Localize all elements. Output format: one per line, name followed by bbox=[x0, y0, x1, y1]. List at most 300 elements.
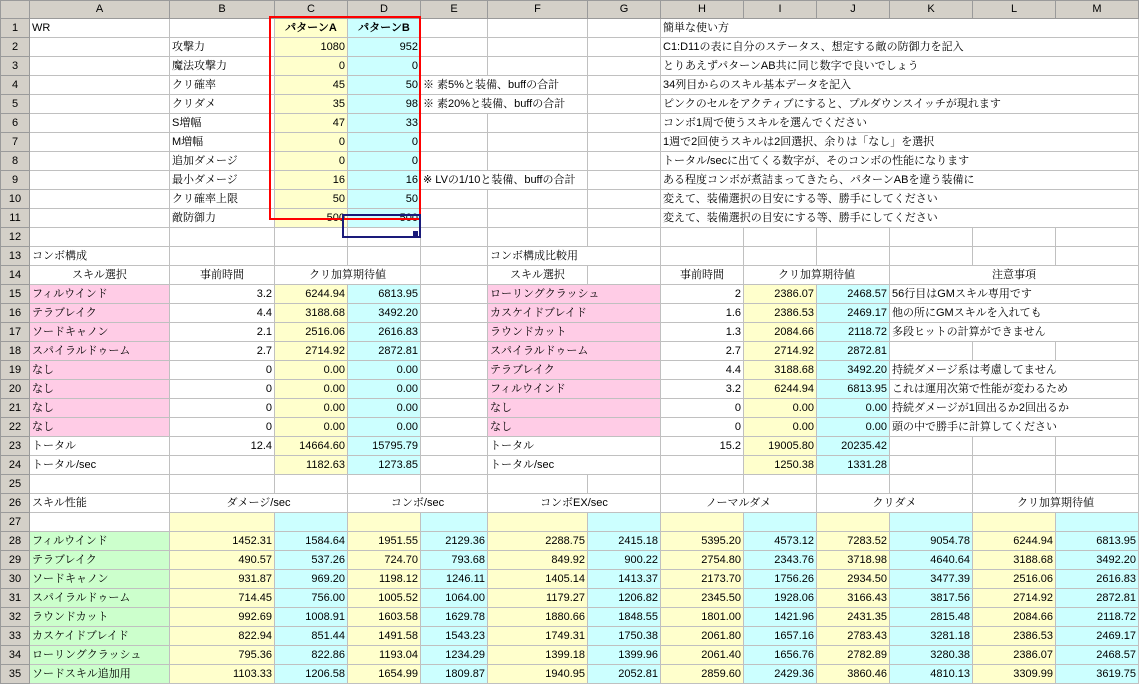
cell[interactable] bbox=[421, 114, 488, 133]
cell[interactable] bbox=[348, 228, 421, 247]
combo-left-pretime[interactable]: 3.2 bbox=[170, 285, 275, 304]
row-header-4[interactable]: 4 bbox=[1, 76, 30, 95]
stat-note[interactable]: ※ LVの1/10と装備、buffの合計 bbox=[421, 171, 588, 190]
perf-value[interactable]: 2345.50 bbox=[661, 589, 744, 608]
combo-right-persec-label[interactable]: トータル/sec bbox=[488, 456, 661, 475]
perf-value[interactable]: 1005.52 bbox=[348, 589, 421, 608]
row-header-17[interactable]: 17 bbox=[1, 323, 30, 342]
cell[interactable] bbox=[890, 456, 973, 475]
perf-value[interactable]: 1452.31 bbox=[170, 532, 275, 551]
combo-left-pretime[interactable]: 0 bbox=[170, 380, 275, 399]
cell[interactable] bbox=[588, 171, 661, 190]
row-header-28[interactable]: 28 bbox=[1, 532, 30, 551]
stat-b-value[interactable]: 50 bbox=[348, 190, 421, 209]
row-header-10[interactable]: 10 bbox=[1, 190, 30, 209]
row-header-2[interactable]: 2 bbox=[1, 38, 30, 57]
stat-a-value[interactable]: 45 bbox=[275, 76, 348, 95]
perf-value[interactable]: 2343.76 bbox=[744, 551, 817, 570]
perf-value[interactable]: 2061.40 bbox=[661, 646, 744, 665]
perf-value[interactable]: 2052.81 bbox=[588, 665, 661, 684]
combo-right-pretime[interactable]: 3.2 bbox=[661, 380, 744, 399]
cell[interactable] bbox=[1056, 342, 1139, 361]
cell[interactable] bbox=[890, 342, 973, 361]
cell[interactable] bbox=[1056, 228, 1139, 247]
perf-value[interactable]: 1543.23 bbox=[421, 627, 488, 646]
column-header-j[interactable]: J bbox=[817, 1, 890, 19]
cell[interactable] bbox=[488, 133, 588, 152]
perf-value[interactable]: 4573.12 bbox=[744, 532, 817, 551]
perf-value[interactable]: 2129.36 bbox=[421, 532, 488, 551]
perf-header[interactable]: ノーマルダメ bbox=[661, 494, 817, 513]
row-header-8[interactable]: 8 bbox=[1, 152, 30, 171]
combo-left-skill[interactable]: なし bbox=[30, 361, 170, 380]
help-line[interactable]: 変えて、装備選択の目安にする等、勝手にしてください bbox=[661, 209, 1139, 228]
combo-right-pretime[interactable]: 1.6 bbox=[661, 304, 744, 323]
help-line[interactable]: コンボ1周で使うスキルを選んでください bbox=[661, 114, 1139, 133]
perf-value[interactable]: 2469.17 bbox=[1056, 627, 1139, 646]
perf-value[interactable]: 1491.58 bbox=[348, 627, 421, 646]
cell[interactable] bbox=[421, 247, 488, 266]
perf-value[interactable]: 849.92 bbox=[488, 551, 588, 570]
combo-right-pretime[interactable]: 1.3 bbox=[661, 323, 744, 342]
cell[interactable] bbox=[421, 475, 488, 494]
cell[interactable] bbox=[588, 57, 661, 76]
combo-left-crit-b[interactable]: 0.00 bbox=[348, 418, 421, 437]
perf-value[interactable]: 2872.81 bbox=[1056, 589, 1139, 608]
perf-value[interactable]: 1193.04 bbox=[348, 646, 421, 665]
help-line[interactable]: トータル/secに出てくる数字が、そのコンボの性能になります bbox=[661, 152, 1139, 171]
stat-label[interactable]: S増幅 bbox=[170, 114, 275, 133]
cell[interactable] bbox=[275, 228, 348, 247]
cell[interactable] bbox=[661, 475, 744, 494]
help-line[interactable]: ある程度コンボが煮詰まってきたら、パターンABを違う装備に bbox=[661, 171, 1139, 190]
combo-left-crit-header[interactable]: クリ加算期待値 bbox=[275, 266, 421, 285]
perf-value[interactable]: 2084.66 bbox=[973, 608, 1056, 627]
perf-value[interactable]: 2173.70 bbox=[661, 570, 744, 589]
row-header-16[interactable]: 16 bbox=[1, 304, 30, 323]
row-header-9[interactable]: 9 bbox=[1, 171, 30, 190]
combo-left-pretime[interactable]: 4.4 bbox=[170, 304, 275, 323]
perf-value[interactable]: 931.87 bbox=[170, 570, 275, 589]
perf-value[interactable]: 795.36 bbox=[170, 646, 275, 665]
cell[interactable] bbox=[30, 209, 170, 228]
combo-left-persec-b[interactable]: 1273.85 bbox=[348, 456, 421, 475]
cell[interactable] bbox=[661, 228, 744, 247]
perf-skill-name[interactable]: ソードキャノン bbox=[30, 570, 170, 589]
perf-value[interactable]: 2815.48 bbox=[890, 608, 973, 627]
help-line[interactable]: 34列目からのスキル基本データを記入 bbox=[661, 76, 1139, 95]
cell[interactable] bbox=[421, 38, 488, 57]
cell[interactable] bbox=[488, 38, 588, 57]
perf-value[interactable]: 2859.60 bbox=[661, 665, 744, 684]
row-header-1[interactable]: 1 bbox=[1, 19, 30, 38]
column-header-k[interactable]: K bbox=[890, 1, 973, 19]
perf-value[interactable]: 1405.14 bbox=[488, 570, 588, 589]
combo-left-pretime-header[interactable]: 事前時間 bbox=[170, 266, 275, 285]
cell[interactable] bbox=[421, 380, 488, 399]
cell[interactable] bbox=[275, 247, 348, 266]
cell[interactable] bbox=[421, 228, 488, 247]
cell[interactable] bbox=[488, 152, 588, 171]
perf-value[interactable]: 724.70 bbox=[348, 551, 421, 570]
stat-a-value[interactable]: 1080 bbox=[275, 38, 348, 57]
perf-value[interactable]: 793.68 bbox=[421, 551, 488, 570]
combo-left-total-b[interactable]: 15795.79 bbox=[348, 437, 421, 456]
row-header-6[interactable]: 6 bbox=[1, 114, 30, 133]
row-header-32[interactable]: 32 bbox=[1, 608, 30, 627]
cell[interactable] bbox=[817, 475, 890, 494]
stat-label[interactable]: 魔法攻撃力 bbox=[170, 57, 275, 76]
combo-left-crit-a[interactable]: 0.00 bbox=[275, 399, 348, 418]
combo-left-crit-b[interactable]: 0.00 bbox=[348, 380, 421, 399]
cell[interactable] bbox=[348, 247, 421, 266]
perf-blank-cell[interactable] bbox=[421, 513, 488, 532]
perf-value[interactable]: 3309.99 bbox=[973, 665, 1056, 684]
combo-left-crit-b[interactable]: 2872.81 bbox=[348, 342, 421, 361]
perf-value[interactable]: 3619.75 bbox=[1056, 665, 1139, 684]
perf-value[interactable]: 1008.91 bbox=[275, 608, 348, 627]
combo-right-crit-b[interactable]: 2872.81 bbox=[817, 342, 890, 361]
perf-skill-name[interactable]: フィルウインド bbox=[30, 532, 170, 551]
cell[interactable] bbox=[170, 247, 275, 266]
cell[interactable] bbox=[348, 475, 421, 494]
row-header-11[interactable]: 11 bbox=[1, 209, 30, 228]
perf-value[interactable]: 1584.64 bbox=[275, 532, 348, 551]
stat-a-value[interactable]: 500 bbox=[275, 209, 348, 228]
combo-right-pretime[interactable]: 0 bbox=[661, 399, 744, 418]
combo-right-persec-a[interactable]: 1250.38 bbox=[744, 456, 817, 475]
perf-value[interactable]: 1848.55 bbox=[588, 608, 661, 627]
cell[interactable] bbox=[817, 228, 890, 247]
perf-blank-cell[interactable] bbox=[275, 513, 348, 532]
cell[interactable] bbox=[275, 475, 348, 494]
combo-right-crit-a[interactable]: 2386.07 bbox=[744, 285, 817, 304]
cell[interactable] bbox=[421, 190, 488, 209]
perf-value[interactable]: 2754.80 bbox=[661, 551, 744, 570]
perf-value[interactable]: 1198.12 bbox=[348, 570, 421, 589]
column-header-a[interactable]: A bbox=[30, 1, 170, 19]
combo-left-crit-a[interactable]: 2714.92 bbox=[275, 342, 348, 361]
caution-line[interactable]: 他の所にGMスキルを入れても bbox=[890, 304, 1139, 323]
perf-header[interactable]: クリ加算期待値 bbox=[973, 494, 1139, 513]
help-line[interactable]: 変えて、装備選択の目安にする等、勝手にしてください bbox=[661, 190, 1139, 209]
cell[interactable] bbox=[588, 266, 661, 285]
perf-value[interactable]: 1629.78 bbox=[421, 608, 488, 627]
cell[interactable] bbox=[421, 209, 488, 228]
combo-left-pretime[interactable]: 0 bbox=[170, 418, 275, 437]
perf-blank-cell[interactable] bbox=[588, 513, 661, 532]
combo-left-crit-a[interactable]: 6244.94 bbox=[275, 285, 348, 304]
stat-b-value[interactable]: 0 bbox=[348, 57, 421, 76]
perf-value[interactable]: 1064.00 bbox=[421, 589, 488, 608]
stat-label[interactable]: 追加ダメージ bbox=[170, 152, 275, 171]
perf-value[interactable]: 822.86 bbox=[275, 646, 348, 665]
cell[interactable] bbox=[30, 133, 170, 152]
cell[interactable] bbox=[30, 114, 170, 133]
cell[interactable] bbox=[170, 456, 275, 475]
cell[interactable] bbox=[744, 247, 817, 266]
combo-left-pretime[interactable]: 2.1 bbox=[170, 323, 275, 342]
combo-left-persec-a[interactable]: 1182.63 bbox=[275, 456, 348, 475]
combo-left-pretime[interactable]: 0 bbox=[170, 361, 275, 380]
combo-right-pretime[interactable]: 2.7 bbox=[661, 342, 744, 361]
perf-value[interactable]: 2288.75 bbox=[488, 532, 588, 551]
combo-right-title[interactable]: コンボ構成比較用 bbox=[488, 247, 661, 266]
cell[interactable] bbox=[488, 114, 588, 133]
stat-label[interactable]: 敵防御力 bbox=[170, 209, 275, 228]
perf-blank-cell[interactable] bbox=[1056, 513, 1139, 532]
cell[interactable] bbox=[421, 133, 488, 152]
perf-skill-name[interactable]: テラブレイク bbox=[30, 551, 170, 570]
combo-left-skill[interactable]: フィルウインド bbox=[30, 285, 170, 304]
cell[interactable] bbox=[421, 456, 488, 475]
cell[interactable] bbox=[890, 475, 973, 494]
stat-a-value[interactable]: 0 bbox=[275, 133, 348, 152]
cell[interactable] bbox=[661, 247, 744, 266]
combo-right-skill[interactable]: なし bbox=[488, 418, 661, 437]
combo-left-crit-a[interactable]: 0.00 bbox=[275, 418, 348, 437]
perf-value[interactable]: 6244.94 bbox=[973, 532, 1056, 551]
combo-right-crit-header[interactable]: クリ加算期待値 bbox=[744, 266, 890, 285]
combo-right-skill[interactable]: テラブレイク bbox=[488, 361, 661, 380]
perf-value[interactable]: 1179.27 bbox=[488, 589, 588, 608]
perf-value[interactable]: 3718.98 bbox=[817, 551, 890, 570]
cell[interactable] bbox=[890, 437, 973, 456]
combo-left-skill[interactable]: ソードキャノン bbox=[30, 323, 170, 342]
cell[interactable] bbox=[890, 228, 973, 247]
row-header-7[interactable]: 7 bbox=[1, 133, 30, 152]
perf-skill-name[interactable]: カスケイドブレイド bbox=[30, 627, 170, 646]
perf-header[interactable]: クリダメ bbox=[817, 494, 973, 513]
stat-a-value[interactable]: 35 bbox=[275, 95, 348, 114]
stat-b-value[interactable]: 500 bbox=[348, 209, 421, 228]
cell[interactable] bbox=[588, 228, 661, 247]
cell[interactable] bbox=[744, 228, 817, 247]
cell[interactable] bbox=[421, 361, 488, 380]
stat-b-value[interactable]: 98 bbox=[348, 95, 421, 114]
pattern-b-header[interactable]: パターンB bbox=[348, 19, 421, 38]
row-header-5[interactable]: 5 bbox=[1, 95, 30, 114]
row-header-20[interactable]: 20 bbox=[1, 380, 30, 399]
cell[interactable] bbox=[973, 228, 1056, 247]
stat-a-value[interactable]: 16 bbox=[275, 171, 348, 190]
stat-label[interactable]: クリ確率上限 bbox=[170, 190, 275, 209]
combo-left-crit-a[interactable]: 2516.06 bbox=[275, 323, 348, 342]
stat-label[interactable]: 攻撃力 bbox=[170, 38, 275, 57]
stat-label[interactable]: クリ確率 bbox=[170, 76, 275, 95]
cell[interactable] bbox=[30, 95, 170, 114]
perf-value[interactable]: 1654.99 bbox=[348, 665, 421, 684]
cell[interactable] bbox=[1056, 247, 1139, 266]
perf-value[interactable]: 900.22 bbox=[588, 551, 661, 570]
cell[interactable] bbox=[421, 266, 488, 285]
cell[interactable] bbox=[30, 76, 170, 95]
perf-value[interactable]: 3817.56 bbox=[890, 589, 973, 608]
perf-value[interactable]: 490.57 bbox=[170, 551, 275, 570]
column-header-i[interactable]: I bbox=[744, 1, 817, 19]
row-header-24[interactable]: 24 bbox=[1, 456, 30, 475]
perf-value[interactable]: 756.00 bbox=[275, 589, 348, 608]
combo-right-crit-b[interactable]: 0.00 bbox=[817, 418, 890, 437]
combo-left-crit-b[interactable]: 2616.83 bbox=[348, 323, 421, 342]
combo-right-crit-a[interactable]: 2714.92 bbox=[744, 342, 817, 361]
perf-value[interactable]: 6813.95 bbox=[1056, 532, 1139, 551]
perf-header[interactable]: コンボ/sec bbox=[348, 494, 488, 513]
perf-value[interactable]: 969.20 bbox=[275, 570, 348, 589]
cell[interactable] bbox=[488, 209, 588, 228]
stat-note[interactable]: ※ 素5%と装備、buffの合計 bbox=[421, 76, 588, 95]
row-header-31[interactable]: 31 bbox=[1, 589, 30, 608]
stat-b-value[interactable]: 33 bbox=[348, 114, 421, 133]
perf-value[interactable]: 537.26 bbox=[275, 551, 348, 570]
cell[interactable] bbox=[421, 304, 488, 323]
combo-left-crit-a[interactable]: 3188.68 bbox=[275, 304, 348, 323]
perf-value[interactable]: 2386.07 bbox=[973, 646, 1056, 665]
cell[interactable] bbox=[421, 323, 488, 342]
cell[interactable] bbox=[488, 475, 588, 494]
combo-right-skill[interactable]: フィルウインド bbox=[488, 380, 661, 399]
perf-value[interactable]: 3492.20 bbox=[1056, 551, 1139, 570]
cell[interactable] bbox=[170, 228, 275, 247]
perf-value[interactable]: 1234.29 bbox=[421, 646, 488, 665]
combo-right-pretime[interactable]: 4.4 bbox=[661, 361, 744, 380]
combo-right-skill[interactable]: なし bbox=[488, 399, 661, 418]
combo-left-title[interactable]: コンボ構成 bbox=[30, 247, 170, 266]
perf-value[interactable]: 2431.35 bbox=[817, 608, 890, 627]
perf-value[interactable]: 2386.53 bbox=[973, 627, 1056, 646]
combo-right-total-b[interactable]: 20235.42 bbox=[817, 437, 890, 456]
stat-a-value[interactable]: 47 bbox=[275, 114, 348, 133]
title-cell[interactable]: WR bbox=[30, 19, 170, 38]
perf-value[interactable]: 3477.39 bbox=[890, 570, 973, 589]
combo-right-total-label[interactable]: トータル bbox=[488, 437, 661, 456]
perf-blank-cell[interactable] bbox=[890, 513, 973, 532]
perf-value[interactable]: 2616.83 bbox=[1056, 570, 1139, 589]
cell[interactable] bbox=[421, 152, 488, 171]
row-header-27[interactable]: 27 bbox=[1, 513, 30, 532]
perf-value[interactable]: 5395.20 bbox=[661, 532, 744, 551]
perf-value[interactable]: 1940.95 bbox=[488, 665, 588, 684]
row-header-23[interactable]: 23 bbox=[1, 437, 30, 456]
cell[interactable] bbox=[30, 171, 170, 190]
combo-right-skill[interactable]: スパイラルドゥーム bbox=[488, 342, 661, 361]
row-header-29[interactable]: 29 bbox=[1, 551, 30, 570]
combo-right-skill[interactable]: ラウンドカット bbox=[488, 323, 661, 342]
cell[interactable] bbox=[421, 57, 488, 76]
perf-value[interactable]: 1756.26 bbox=[744, 570, 817, 589]
combo-left-crit-b[interactable]: 6813.95 bbox=[348, 285, 421, 304]
cell[interactable] bbox=[1056, 437, 1139, 456]
perf-value[interactable]: 2061.80 bbox=[661, 627, 744, 646]
combo-left-skill[interactable]: なし bbox=[30, 418, 170, 437]
row-header-14[interactable]: 14 bbox=[1, 266, 30, 285]
perf-value[interactable]: 2783.43 bbox=[817, 627, 890, 646]
combo-right-skill[interactable]: ローリングクラッシュ bbox=[488, 285, 661, 304]
cell[interactable] bbox=[588, 38, 661, 57]
row-header-18[interactable]: 18 bbox=[1, 342, 30, 361]
stat-label[interactable]: M増幅 bbox=[170, 133, 275, 152]
cell[interactable] bbox=[890, 247, 973, 266]
combo-right-crit-a[interactable]: 2084.66 bbox=[744, 323, 817, 342]
combo-left-persec-label[interactable]: トータル/sec bbox=[30, 456, 170, 475]
perf-value[interactable]: 2118.72 bbox=[1056, 608, 1139, 627]
perf-blank-cell[interactable] bbox=[348, 513, 421, 532]
combo-right-persec-b[interactable]: 1331.28 bbox=[817, 456, 890, 475]
perf-blank-cell[interactable] bbox=[661, 513, 744, 532]
perf-blank-cell[interactable] bbox=[973, 513, 1056, 532]
perf-value[interactable]: 4640.64 bbox=[890, 551, 973, 570]
stat-b-value[interactable]: 0 bbox=[348, 152, 421, 171]
cell[interactable] bbox=[421, 285, 488, 304]
cell[interactable] bbox=[488, 19, 588, 38]
help-line[interactable]: ピンクのセルをアクティブにすると、プルダウンスイッチが現れます bbox=[661, 95, 1139, 114]
caution-line[interactable]: これは運用次第で性能が変わるため bbox=[890, 380, 1139, 399]
perf-blank-cell[interactable] bbox=[817, 513, 890, 532]
perf-value[interactable]: 2415.18 bbox=[588, 532, 661, 551]
perf-value[interactable]: 2468.57 bbox=[1056, 646, 1139, 665]
cell[interactable] bbox=[588, 133, 661, 152]
perf-value[interactable]: 1206.82 bbox=[588, 589, 661, 608]
cell[interactable] bbox=[588, 190, 661, 209]
combo-right-crit-b[interactable]: 2468.57 bbox=[817, 285, 890, 304]
perf-value[interactable]: 1399.18 bbox=[488, 646, 588, 665]
perf-header[interactable]: ダメージ/sec bbox=[170, 494, 348, 513]
row-header-34[interactable]: 34 bbox=[1, 646, 30, 665]
cell[interactable] bbox=[421, 418, 488, 437]
cell[interactable] bbox=[973, 475, 1056, 494]
column-header-l[interactable]: L bbox=[973, 1, 1056, 19]
combo-left-total-label[interactable]: トータル bbox=[30, 437, 170, 456]
perf-value[interactable]: 1928.06 bbox=[744, 589, 817, 608]
perf-blank-cell[interactable] bbox=[744, 513, 817, 532]
column-header-e[interactable]: E bbox=[421, 1, 488, 19]
cell[interactable] bbox=[488, 228, 588, 247]
stat-label[interactable]: クリダメ bbox=[170, 95, 275, 114]
row-header-25[interactable]: 25 bbox=[1, 475, 30, 494]
combo-left-skill[interactable]: テラブレイク bbox=[30, 304, 170, 323]
caution-header[interactable]: 注意事項 bbox=[890, 266, 1139, 285]
combo-left-skill[interactable]: なし bbox=[30, 380, 170, 399]
perf-skill-name[interactable]: ソードスキル追加用 bbox=[30, 665, 170, 684]
perf-value[interactable]: 3166.43 bbox=[817, 589, 890, 608]
perf-value[interactable]: 1809.87 bbox=[421, 665, 488, 684]
cell[interactable] bbox=[421, 399, 488, 418]
perf-value[interactable]: 3860.46 bbox=[817, 665, 890, 684]
row-header-12[interactable]: 12 bbox=[1, 228, 30, 247]
perf-value[interactable]: 1656.76 bbox=[744, 646, 817, 665]
row-header-26[interactable]: 26 bbox=[1, 494, 30, 513]
cell[interactable] bbox=[30, 38, 170, 57]
combo-right-crit-b[interactable]: 3492.20 bbox=[817, 361, 890, 380]
fill-handle[interactable] bbox=[413, 231, 418, 236]
column-header-d[interactable]: D bbox=[348, 1, 421, 19]
combo-right-crit-b[interactable]: 6813.95 bbox=[817, 380, 890, 399]
perf-value[interactable]: 2429.36 bbox=[744, 665, 817, 684]
cell[interactable] bbox=[30, 57, 170, 76]
combo-right-crit-b[interactable]: 2118.72 bbox=[817, 323, 890, 342]
cell[interactable] bbox=[421, 437, 488, 456]
perf-value[interactable]: 1413.37 bbox=[588, 570, 661, 589]
column-header-f[interactable]: F bbox=[488, 1, 588, 19]
perf-value[interactable]: 1421.96 bbox=[744, 608, 817, 627]
perf-value[interactable]: 2516.06 bbox=[973, 570, 1056, 589]
column-header-c[interactable]: C bbox=[275, 1, 348, 19]
combo-right-total-a[interactable]: 19005.80 bbox=[744, 437, 817, 456]
help-line[interactable]: 1週で2回使うスキルは2回選択、余りは「なし」を選択 bbox=[661, 133, 1139, 152]
combo-left-crit-b[interactable]: 0.00 bbox=[348, 361, 421, 380]
cell[interactable] bbox=[30, 513, 170, 532]
perf-blank-cell[interactable] bbox=[170, 513, 275, 532]
